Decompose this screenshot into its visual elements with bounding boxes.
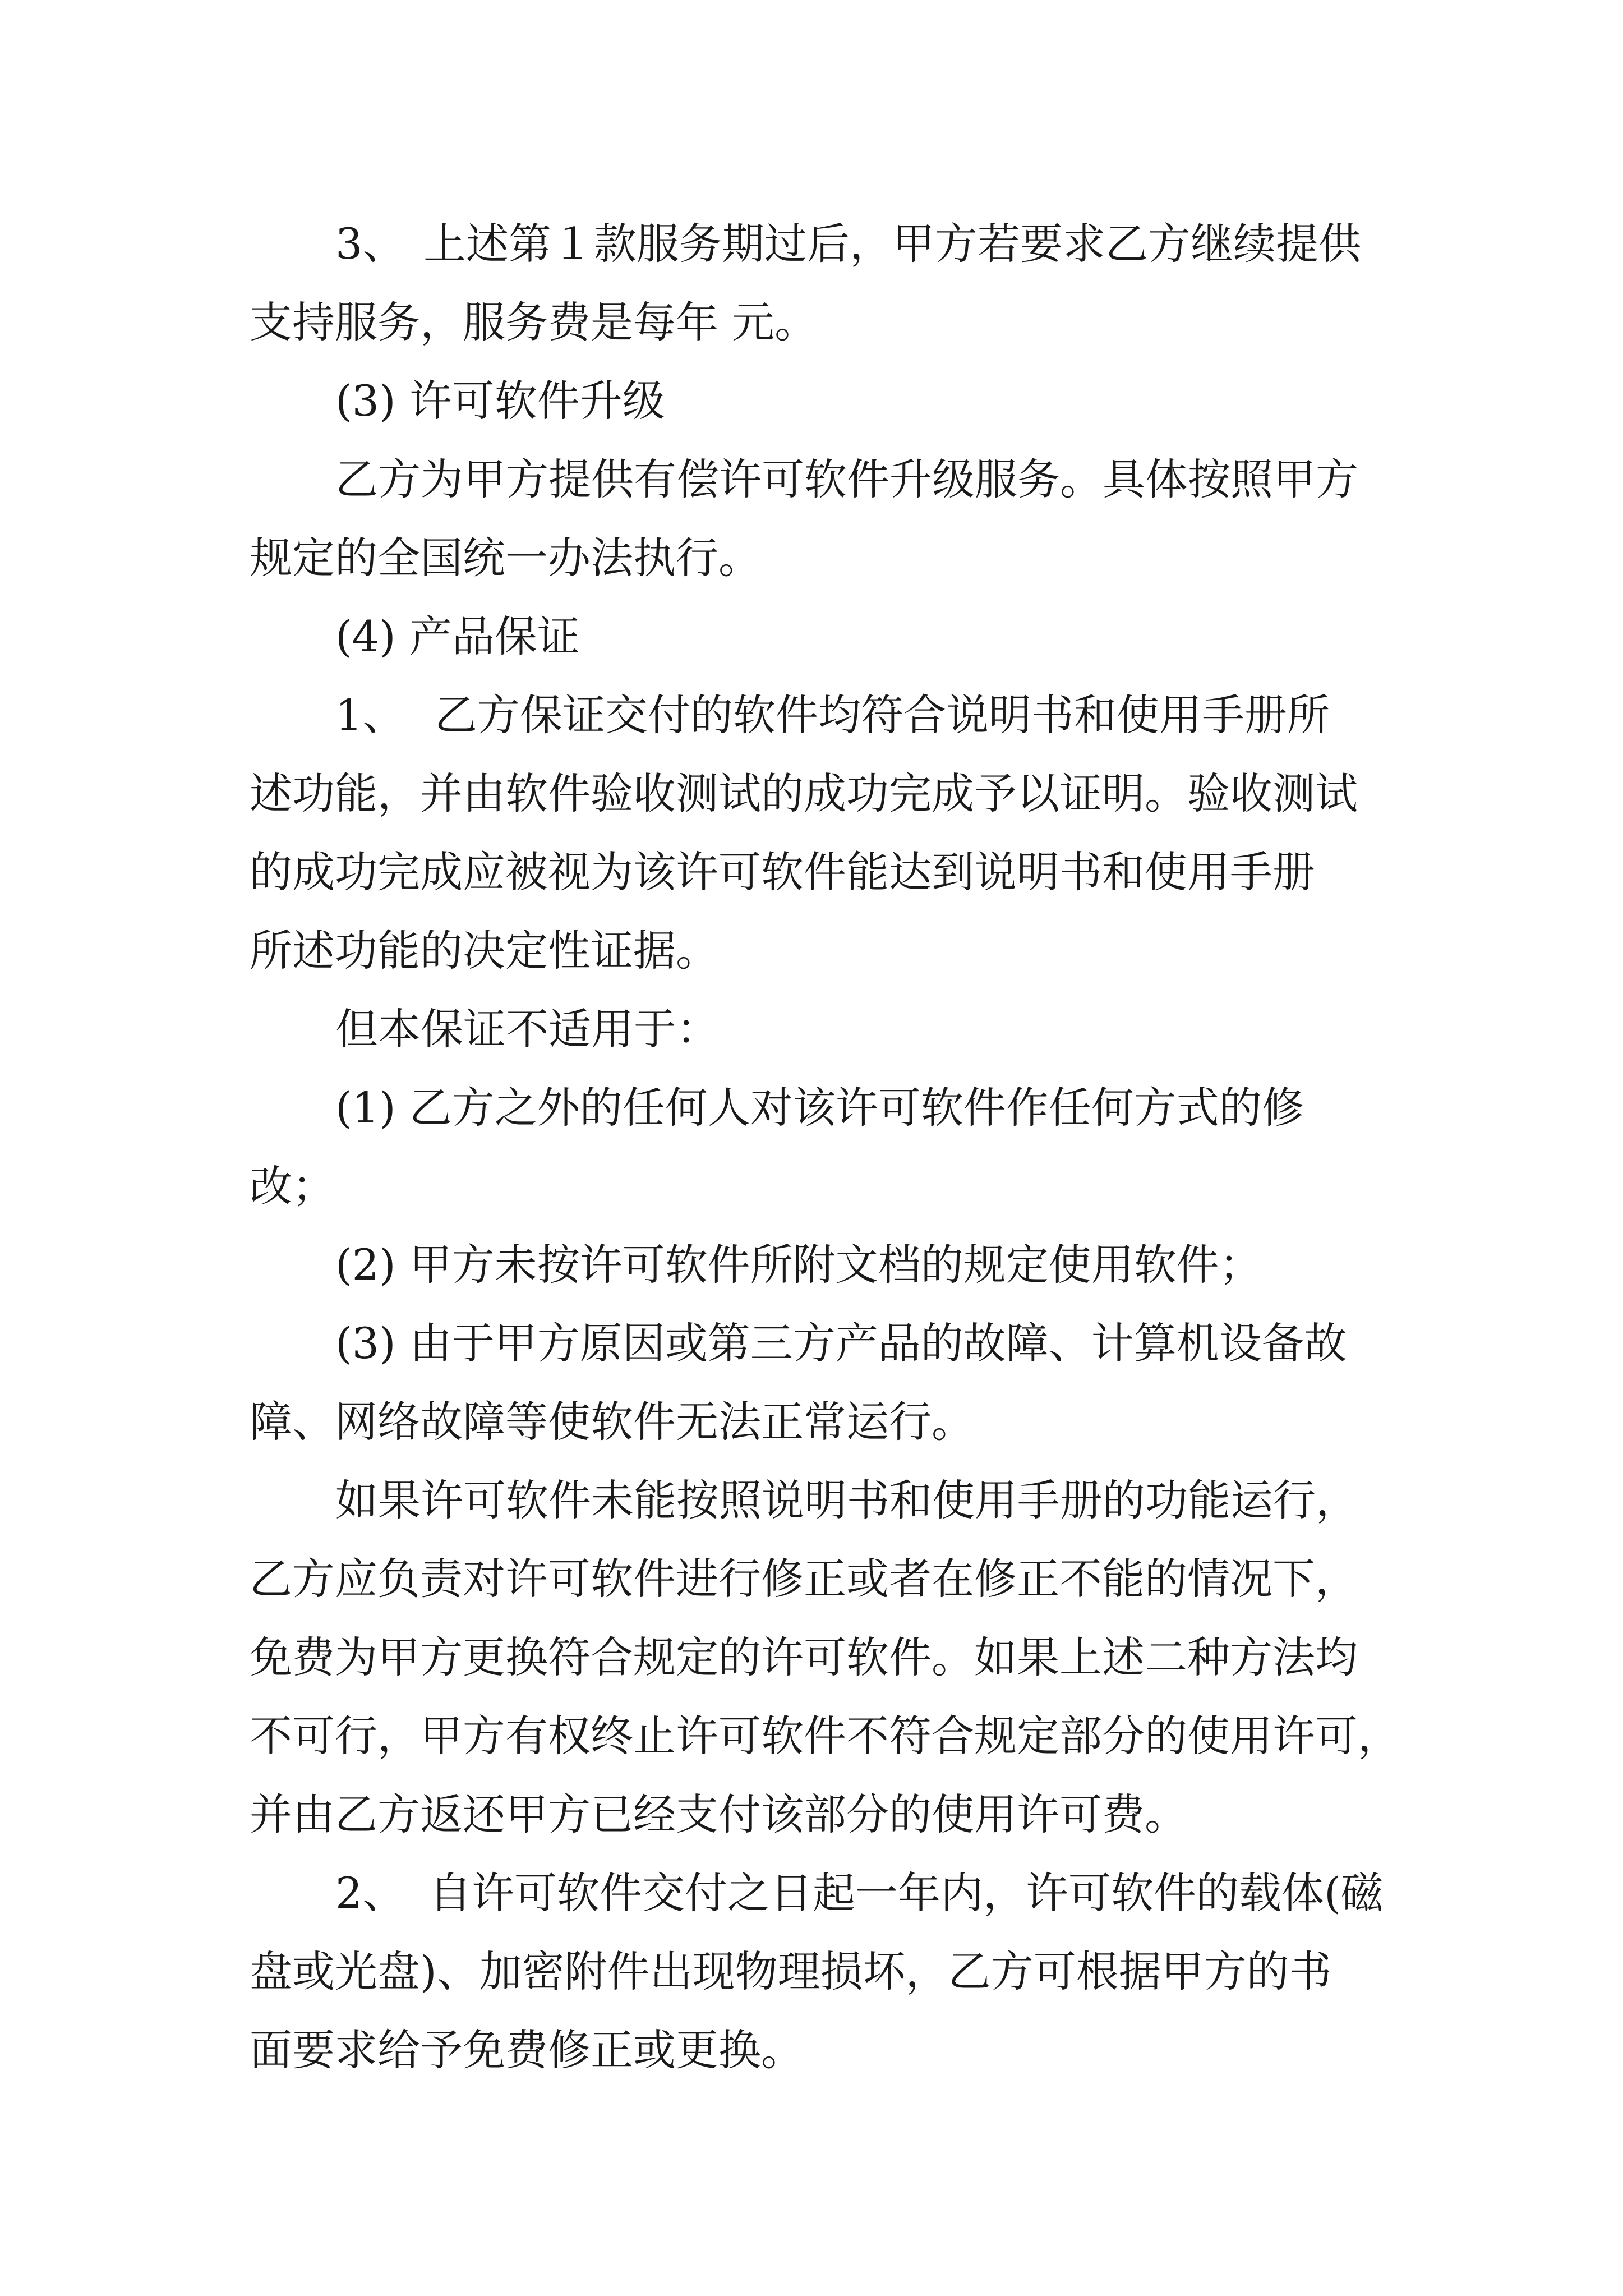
section-heading (0, 597, 1623, 676)
line-text: 不可行，甲方有权终止许可软件不符合规定部分的使用许可， (250, 1711, 1400, 1761)
line-text: 如果许可软件未能按照说明书和使用手册的功能运行， (335, 1475, 1358, 1525)
paragraph-line (0, 283, 1623, 362)
line-text: (1) 乙方之外的任何人对该许可软件作任何方式的修 (335, 1083, 1304, 1133)
list-item (0, 1304, 1623, 1383)
line-text: 盘或光盘)、加密附件出现物理损坏，乙方可根据甲方的书 (250, 1947, 1332, 1996)
line-text: 上述第１款服务期过后，甲方若要求乙方继续提供 (423, 219, 1361, 269)
line-text: 障、网络故障等使软件无法正常运行。 (250, 1397, 974, 1447)
paragraph-line (0, 1461, 1623, 1540)
paragraph-line (0, 1540, 1623, 1618)
line-text: (4) 产品保证 (335, 611, 580, 661)
paragraph-line (0, 1383, 1623, 1461)
line-text: 但本保证不适用于： (335, 1004, 719, 1054)
paragraph-line (0, 1854, 1623, 1932)
line-text: 改； (250, 1161, 335, 1211)
paragraph-line (0, 676, 1623, 754)
section-heading (0, 362, 1623, 440)
line-text: 支持服务，服务费是每年 元。 (250, 297, 818, 347)
paragraph-line (0, 1932, 1623, 2011)
paragraph-line (0, 519, 1623, 597)
line-text: 面要求给予免费修正或更换。 (250, 2025, 804, 2075)
line-text: 乙方为甲方提供有偿许可软件升级服务。具体按照甲方 (335, 454, 1358, 504)
paragraph-line (0, 754, 1623, 833)
paragraph-line (0, 1147, 1623, 1226)
list-item (0, 1069, 1623, 1147)
line-text: (2) 甲方未按许可软件所附文档的规定使用软件； (335, 1240, 1262, 1290)
line-text: 述功能，并由软件验收测试的成功完成予以证明。验收测试 (250, 769, 1358, 818)
line-text: 所述功能的决定性证据。 (250, 926, 718, 976)
line-text: 乙方保证交付的软件均符合说明书和使用手册所 (435, 690, 1330, 740)
line-text: 并由乙方返还甲方已经支付该部分的使用许可费。 (250, 1789, 1187, 1839)
line-text: (3) 由于甲方原因或第三方产品的故障、计算机设备故 (335, 1318, 1347, 1368)
line-text: 自许可软件交付之日起一年内，许可软件的载体(磁 (429, 1868, 1384, 1918)
list-number: 1、 (335, 690, 405, 740)
line-text: 免费为甲方更换符合规定的许可软件。如果上述二种方法均 (250, 1632, 1358, 1682)
line-text: 规定的全国统一办法执行。 (250, 533, 761, 583)
paragraph-line (0, 1697, 1623, 1775)
paragraph-line (0, 912, 1623, 990)
paragraph-line (0, 440, 1623, 519)
list-number: 3、 (335, 219, 405, 269)
paragraph-line (0, 1775, 1623, 1854)
line-text: 乙方应负责对许可软件进行修正或者在修正不能的情况下， (250, 1554, 1358, 1604)
paragraph-line (0, 990, 1623, 1069)
paragraph-line (0, 205, 1623, 283)
list-item (0, 1226, 1623, 1304)
paragraph-line (0, 833, 1623, 912)
list-number: 2、 (335, 1868, 405, 1918)
line-text: (3) 许可软件升级 (335, 376, 665, 426)
paragraph-line (0, 2011, 1623, 2090)
paragraph-line (0, 1618, 1623, 1697)
line-text: 的成功完成应被视为该许可软件能达到说明书和使用手册 (250, 847, 1315, 897)
